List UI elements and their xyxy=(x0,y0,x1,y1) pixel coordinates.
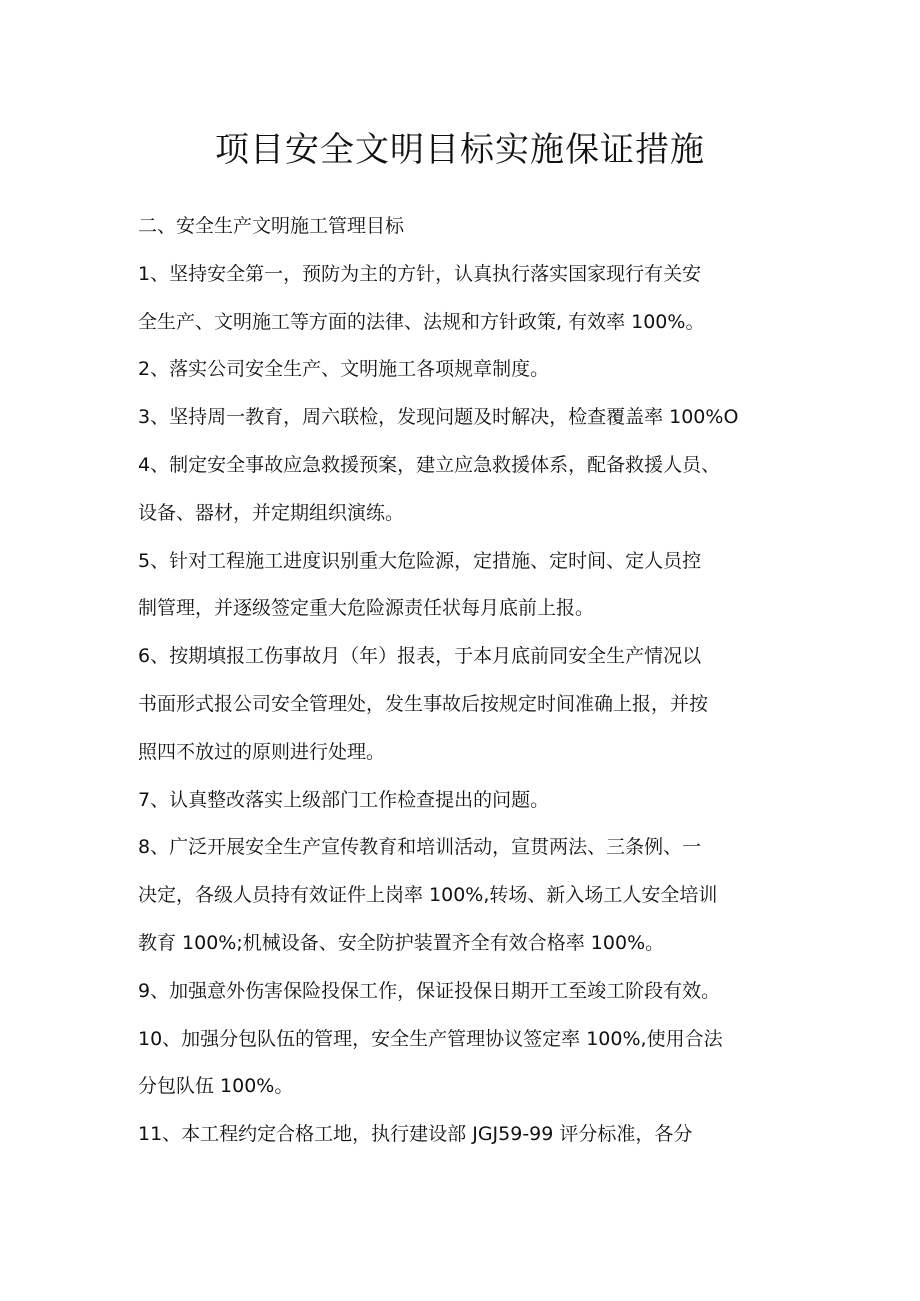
text-line: 决定，各级人员持有效证件上岗率 100%,转场、新入场工人安全培训 xyxy=(138,884,718,907)
text-line: 教育 100%;机械设备、安全防护装置齐全有效合格率 100%。 xyxy=(138,931,665,954)
text-line: 5、针对工程施工进度识别重大危险源，定措施、定时间、定人员控 xyxy=(138,549,702,572)
text-line: 设备、器材，并定期组织演练。 xyxy=(138,501,405,524)
text-line: 7、认真整改落实上级部门工作检查提出的问题。 xyxy=(138,788,550,811)
text-line: 4、制定安全事故应急救援预案，建立应急救援体系，配备救援人员、 xyxy=(138,453,721,476)
text-line: 制管理，并逐级签定重大危险源责任状每月底前上报。 xyxy=(138,597,595,620)
text-line: 照四不放过的原则进行处理。 xyxy=(138,740,386,763)
text-line: 全生产、文明施工等方面的法律、法规和方针政策, 有效率 100%。 xyxy=(138,310,705,333)
text-line: 1、坚持安全第一，预防为主的方针，认真执行落实国家现行有关安 xyxy=(138,262,702,285)
text-line: 10、加强分包队伍的管理，安全生产管理协议签定率 100%,使用合法 xyxy=(138,1027,723,1050)
text-line: 书面形式报公司安全管理处，发生事故后按规定时间准确上报，并按 xyxy=(138,692,709,715)
text-line: 2、落实公司安全生产、文明施工各项规章制度。 xyxy=(138,358,550,381)
document-title: 项目安全文明目标实施保证措施 xyxy=(215,130,705,170)
text-line: 分包队伍 100%。 xyxy=(138,1075,294,1098)
text-line: 6、按期填报工伤事故月（年）报表，于本月底前同安全生产情况以 xyxy=(138,645,702,668)
text-line: 11、本工程约定合格工地，执行建设部 JGJ59-99 评分标准，各分 xyxy=(138,1123,693,1146)
text-line: 3、坚持周一教育，周六联检，发现问题及时解决，检查覆盖率 100%O xyxy=(138,406,739,429)
text-line: 8、广泛开展安全生产宣传教育和培训活动，宣贯两法、三条例、一 xyxy=(138,836,702,859)
text-line: 9、加强意外伤害保险投保工作，保证投保日期开工至竣工阶段有效。 xyxy=(138,979,721,1002)
section-heading: 二、安全生产文明施工管理目标 xyxy=(138,215,405,237)
document-body xyxy=(138,203,788,1159)
